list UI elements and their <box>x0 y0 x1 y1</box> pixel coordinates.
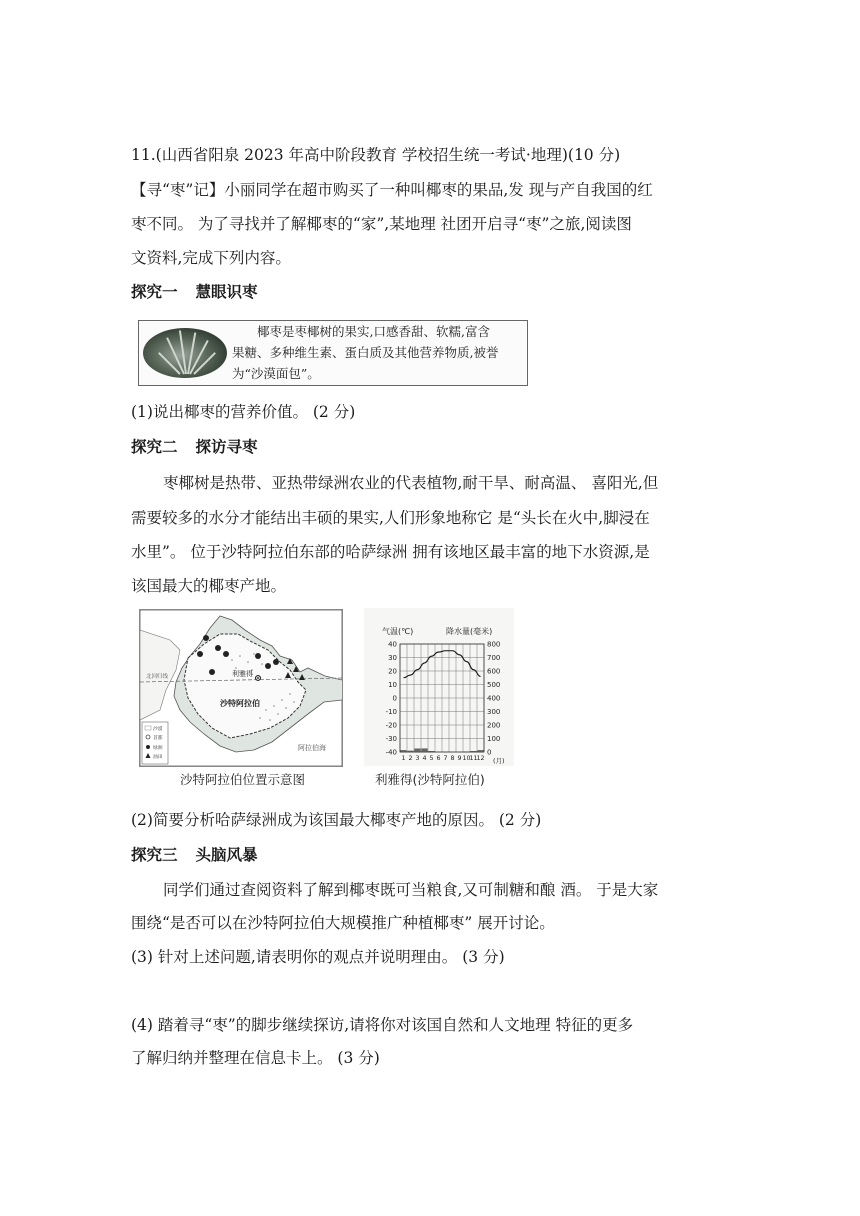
temp-tick-label: 10 <box>388 681 397 689</box>
precip-bar <box>401 750 407 752</box>
precip-tick-label: 500 <box>487 681 501 689</box>
precip-bar <box>471 751 477 752</box>
month-tick-label: 8 <box>450 755 455 762</box>
intro-line-3: 文资料,完成下列内容。 <box>131 249 291 267</box>
legend-oilfield: 油田 <box>153 755 163 760</box>
temp-tick-label: -20 <box>385 721 397 730</box>
precip-bar <box>415 749 421 752</box>
precip-tick-label: 800 <box>487 640 501 649</box>
precip-tick-label: 700 <box>487 654 501 662</box>
question-2: (2)简要分析哈萨绿洲成为该国最大椰枣产地的原因。 (2 分) <box>131 811 542 829</box>
precip-bar <box>429 751 435 752</box>
temp-tick-label: -10 <box>385 708 397 716</box>
temp-tick-label: -30 <box>385 735 397 743</box>
question-1: (1)说出椰枣的营养价值。 (2 分) <box>131 403 356 421</box>
precip-tick-label: 400 <box>487 694 501 703</box>
month-tick-label: 11 <box>469 755 478 762</box>
info-line-2: 果糖、多种维生素、蛋白质及其他营养物质,被誉 <box>232 345 499 360</box>
section2-para-line-4: 该国最大的椰枣产地。 <box>131 577 287 595</box>
info-line-1: 椰枣是枣椰树的果实,口感香甜、软糯,富含 <box>257 324 490 339</box>
temp-tick-label: 40 <box>388 640 397 649</box>
precip-tick-label: 0 <box>487 748 492 757</box>
month-tick-label: 5 <box>429 755 434 762</box>
section2-para-line-1: 枣椰树是热带、亚热带绿洲农业的代表植物,耐干旱、耐高温、 喜阳光,但 <box>163 474 659 492</box>
section3-para-line-1: 同学们通过查阅资料了解到椰枣既可当粮食,又可制糖和酿 酒。 于是大家 <box>163 881 659 899</box>
precip-tick-label: 200 <box>487 721 501 730</box>
saudi-location-map <box>139 609 343 767</box>
question-4-line-1: (4) 踏着寻“枣”的脚步继续探访,请将你对该国自然和人文地理 特征的更多 <box>131 1016 634 1034</box>
section2-para-line-3: 水里”。 位于沙特阿拉伯东部的哈萨绿洲 拥有该地区最丰富的地下水资源,是 <box>131 543 650 561</box>
section2-title: 探访寻枣 <box>195 438 258 456</box>
legend-capital: 首都 <box>153 736 163 741</box>
temp-tick-label: -40 <box>385 748 397 757</box>
precip-tick-label: 600 <box>487 667 501 676</box>
month-tick-label: 3 <box>415 755 420 762</box>
section3-heading <box>131 845 258 865</box>
precip-tick-label: 300 <box>487 708 501 716</box>
legend-oasis: 绿洲 <box>153 746 163 751</box>
date-info-box <box>138 320 528 386</box>
question-3: (3) 针对上述问题,请表明你的观点并说明理由。 (3 分) <box>131 948 505 966</box>
month-tick-label: 10 <box>462 755 471 762</box>
month-tick-label: 7 <box>443 755 448 762</box>
map-city-label: 利雅得 <box>232 670 253 678</box>
x-unit-label: (月) <box>493 757 505 765</box>
legend-desert: 沙漠 <box>153 727 163 732</box>
map-sea-label: 阿拉伯海 <box>298 744 326 752</box>
section3-label: 探究三 <box>131 846 178 864</box>
month-tick-label: 2 <box>408 755 413 762</box>
section2-para-line-2: 需要较多的水分才能结出丰硕的果实,人们形象地称它 是“头长在火中,脚浸在 <box>131 509 650 527</box>
month-tick-label: 4 <box>422 755 427 762</box>
temp-axis-label: 气温(℃) <box>382 627 414 636</box>
map-country-label: 沙特阿拉伯 <box>220 699 260 708</box>
precip-tick-label: 100 <box>487 735 501 743</box>
precip-bar <box>422 749 428 752</box>
chart-grid <box>400 644 484 752</box>
info-line-3: 为“沙漠面包”。 <box>232 366 320 381</box>
precip-bar <box>478 750 484 752</box>
climate-chart <box>364 608 514 766</box>
month-tick-label: 9 <box>457 755 462 762</box>
intro-line-1: 【寻“枣”记】小丽同学在超市购买了一种叫椰枣的果品,发 现与产自我国的红 <box>131 181 653 199</box>
temp-tick-label: 20 <box>388 667 397 676</box>
temp-tick-label: 0 <box>392 694 397 703</box>
section1-label: 探究一 <box>131 283 178 301</box>
section2-heading <box>131 437 258 457</box>
question-4-line-2: 了解归纳并整理在信息卡上。 (3 分) <box>131 1049 380 1067</box>
section2-label: 探究二 <box>131 438 178 456</box>
precip-axis-label: 降水量(毫米) <box>446 627 493 636</box>
section1-title: 慧眼识枣 <box>195 283 258 301</box>
month-tick-label: 1 <box>401 755 406 762</box>
temp-tick-label: 30 <box>388 654 397 662</box>
chart-caption: 利雅得(沙特阿拉伯) <box>375 772 485 787</box>
month-tick-label: 6 <box>436 755 441 762</box>
month-tick-label: 12 <box>476 755 485 762</box>
section1-heading <box>131 282 258 302</box>
question-title: 11.(山西省阳泉 2023 年高中阶段教育 学校招生统一考试·地理)(10 分) <box>131 146 621 164</box>
section3-title: 头脑风暴 <box>195 846 258 864</box>
section3-para-line-2: 围绕“是否可以在沙特阿拉伯大规模推广种植椰枣” 展开讨论。 <box>131 914 555 932</box>
date-palm-photo <box>143 328 227 378</box>
intro-line-2: 枣不同。 为了寻找并了解椰枣的“家”,某地理 社团开启寻“枣”之旅,阅读图 <box>131 215 632 233</box>
map-caption: 沙特阿拉伯位置示意图 <box>180 772 306 787</box>
map-tropic-label: 北回归线 <box>146 674 169 680</box>
precip-bar <box>408 751 414 752</box>
